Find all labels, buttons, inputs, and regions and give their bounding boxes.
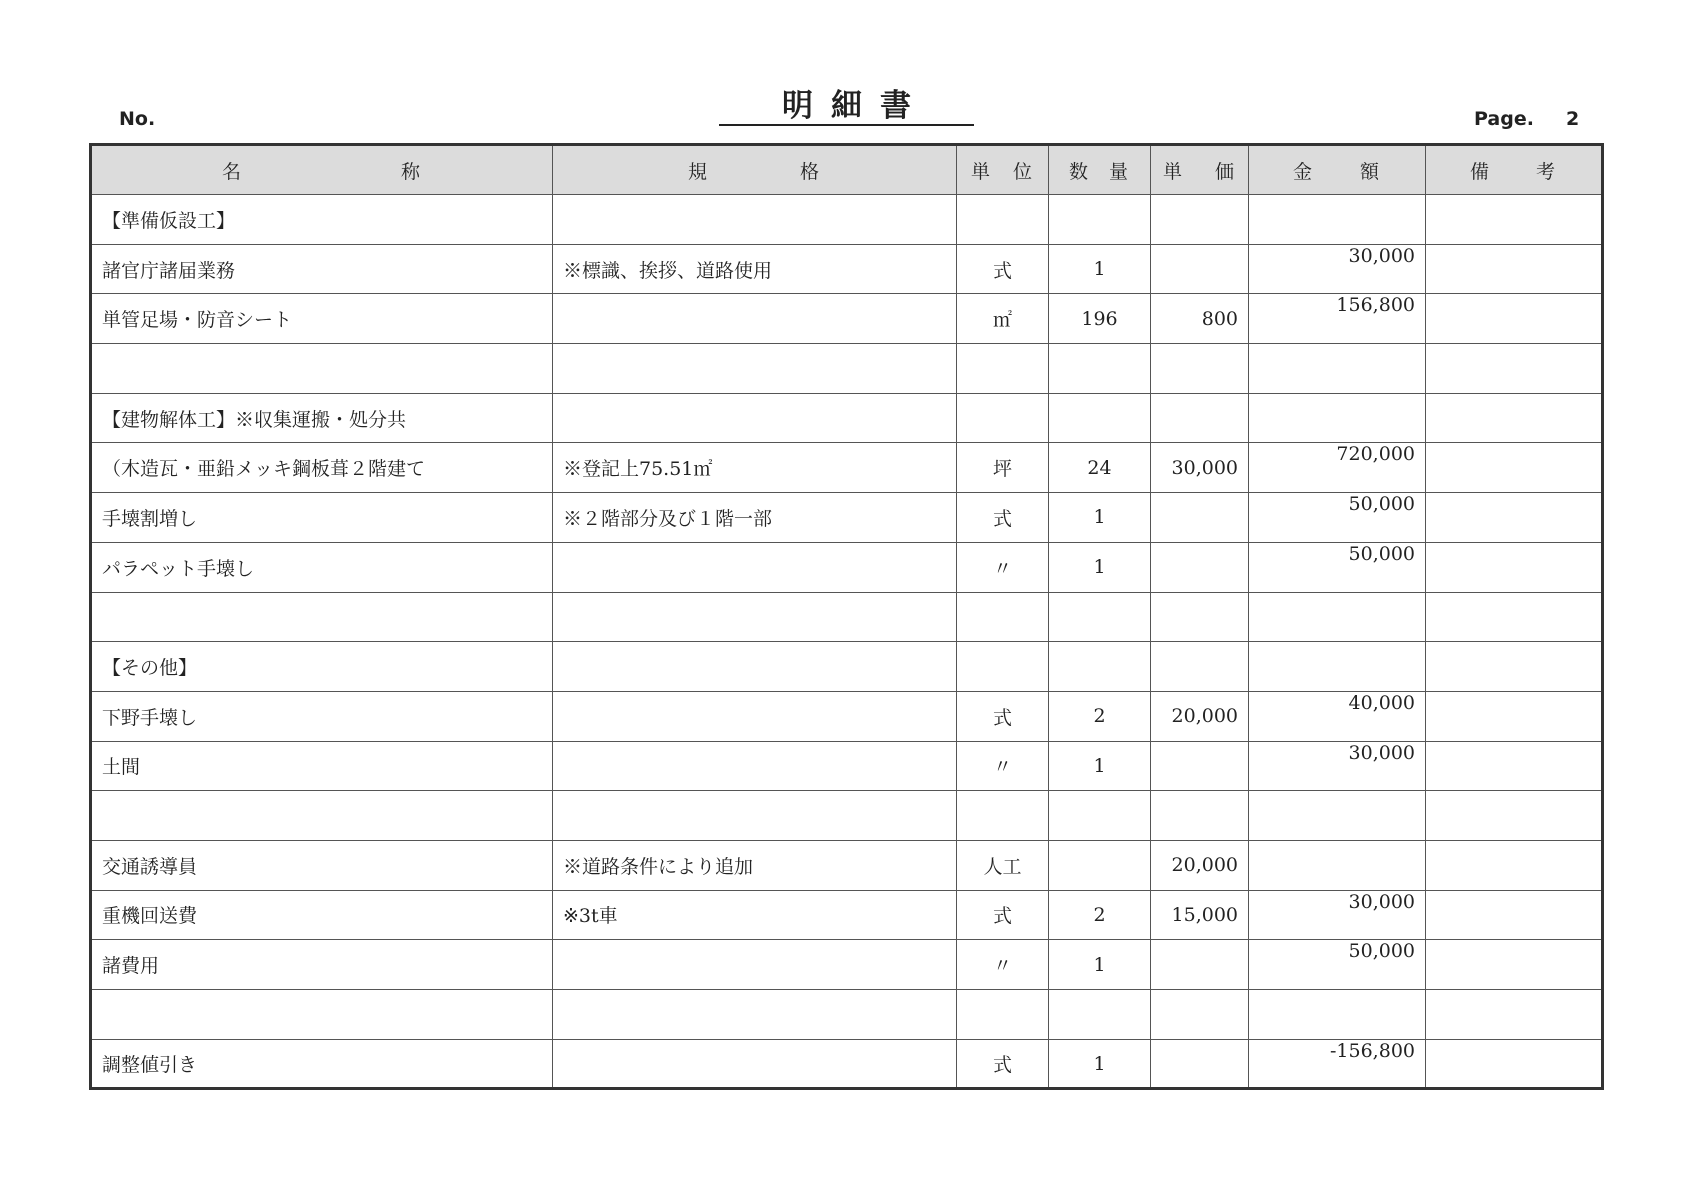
table-row bbox=[91, 1039, 1603, 1089]
cell-name: 重機回送費 bbox=[91, 890, 553, 940]
cell-remarks bbox=[1426, 691, 1603, 741]
cell-unit: 坪 bbox=[957, 443, 1049, 493]
cell-spec bbox=[553, 592, 957, 642]
cell-qty bbox=[1049, 344, 1151, 394]
cell-spec bbox=[553, 195, 957, 245]
cell-remarks bbox=[1426, 542, 1603, 592]
cell-qty: 1 bbox=[1049, 741, 1151, 791]
cell-qty bbox=[1049, 642, 1151, 692]
cell-price bbox=[1151, 542, 1249, 592]
cell-price bbox=[1151, 592, 1249, 642]
cell-unit: 〃 bbox=[957, 741, 1049, 791]
cell-name: 下野手壊し bbox=[91, 691, 553, 741]
cell-qty: 1 bbox=[1049, 542, 1151, 592]
cell-remarks bbox=[1426, 940, 1603, 990]
cell-amount bbox=[1249, 990, 1426, 1040]
cell-spec: ※標識、挨拶、道路使用 bbox=[553, 244, 957, 294]
cell-unit: 人工 bbox=[957, 840, 1049, 890]
cell-price: 15,000 bbox=[1151, 890, 1249, 940]
cell-qty bbox=[1049, 393, 1151, 443]
cell-spec bbox=[553, 1039, 957, 1089]
cell-amount: -156,800 bbox=[1249, 1039, 1426, 1089]
cell-remarks bbox=[1426, 443, 1603, 493]
cell-remarks bbox=[1426, 592, 1603, 642]
table-row bbox=[91, 443, 1603, 493]
table-row bbox=[91, 642, 1603, 692]
cell-spec: ※道路条件により追加 bbox=[553, 840, 957, 890]
cell-unit: 式 bbox=[957, 890, 1049, 940]
cell-amount: 30,000 bbox=[1249, 741, 1426, 791]
cell-price: 20,000 bbox=[1151, 840, 1249, 890]
cell-name bbox=[91, 990, 553, 1040]
cell-qty: 1 bbox=[1049, 244, 1151, 294]
page-label: Page. bbox=[1474, 108, 1534, 130]
cell-price: 30,000 bbox=[1151, 443, 1249, 493]
cell-price: 800 bbox=[1151, 294, 1249, 344]
cell-price bbox=[1151, 1039, 1249, 1089]
page-number: 2 bbox=[1566, 108, 1580, 130]
table-row bbox=[91, 592, 1603, 642]
cell-remarks bbox=[1426, 393, 1603, 443]
cell-spec bbox=[553, 393, 957, 443]
cell-unit bbox=[957, 393, 1049, 443]
column-header-amount: 金 額 bbox=[1249, 145, 1426, 195]
cell-unit: 式 bbox=[957, 244, 1049, 294]
cell-price bbox=[1151, 642, 1249, 692]
column-header-qty: 数 量 bbox=[1049, 145, 1151, 195]
cell-price bbox=[1151, 393, 1249, 443]
column-header-remarks: 備 考 bbox=[1426, 145, 1603, 195]
cell-unit bbox=[957, 642, 1049, 692]
cell-name bbox=[91, 791, 553, 841]
document-title: 明細書 bbox=[719, 88, 974, 126]
cell-amount bbox=[1249, 791, 1426, 841]
cell-price bbox=[1151, 195, 1249, 245]
table-row bbox=[91, 691, 1603, 741]
cell-qty: 1 bbox=[1049, 493, 1151, 543]
cell-unit bbox=[957, 592, 1049, 642]
column-header-spec: 規 格 bbox=[553, 145, 957, 195]
table-header-row bbox=[91, 145, 1603, 195]
cell-spec bbox=[553, 344, 957, 394]
table-row bbox=[91, 294, 1603, 344]
cell-remarks bbox=[1426, 840, 1603, 890]
cell-remarks bbox=[1426, 642, 1603, 692]
cell-price bbox=[1151, 741, 1249, 791]
cell-amount bbox=[1249, 344, 1426, 394]
cell-name: 【建物解体工】※収集運搬・処分共 bbox=[91, 393, 553, 443]
cell-name: 諸費用 bbox=[91, 940, 553, 990]
detail-table bbox=[89, 143, 1604, 1090]
cell-amount: 720,000 bbox=[1249, 443, 1426, 493]
cell-remarks bbox=[1426, 890, 1603, 940]
cell-spec: ※２階部分及び１階一部 bbox=[553, 493, 957, 543]
cell-unit: 〃 bbox=[957, 542, 1049, 592]
cell-qty: 1 bbox=[1049, 1039, 1151, 1089]
cell-qty: 2 bbox=[1049, 691, 1151, 741]
cell-price: 20,000 bbox=[1151, 691, 1249, 741]
cell-name bbox=[91, 344, 553, 394]
cell-qty bbox=[1049, 840, 1151, 890]
cell-name: 【準備仮設工】 bbox=[91, 195, 553, 245]
cell-name: 手壊割増し bbox=[91, 493, 553, 543]
cell-qty bbox=[1049, 990, 1151, 1040]
cell-amount bbox=[1249, 393, 1426, 443]
cell-remarks bbox=[1426, 493, 1603, 543]
table-row bbox=[91, 990, 1603, 1040]
table-row bbox=[91, 791, 1603, 841]
cell-amount: 40,000 bbox=[1249, 691, 1426, 741]
cell-price bbox=[1151, 791, 1249, 841]
cell-name bbox=[91, 592, 553, 642]
cell-remarks bbox=[1426, 791, 1603, 841]
cell-name: 土間 bbox=[91, 741, 553, 791]
cell-amount bbox=[1249, 840, 1426, 890]
cell-amount bbox=[1249, 642, 1426, 692]
cell-spec: ※登記上75.51㎡ bbox=[553, 443, 957, 493]
cell-qty: 196 bbox=[1049, 294, 1151, 344]
cell-unit: 〃 bbox=[957, 940, 1049, 990]
cell-spec bbox=[553, 542, 957, 592]
cell-amount: 50,000 bbox=[1249, 542, 1426, 592]
cell-qty: 2 bbox=[1049, 890, 1151, 940]
cell-remarks bbox=[1426, 294, 1603, 344]
cell-unit: 式 bbox=[957, 691, 1049, 741]
cell-remarks bbox=[1426, 195, 1603, 245]
cell-unit: 式 bbox=[957, 493, 1049, 543]
table-row bbox=[91, 344, 1603, 394]
cell-name: 交通誘導員 bbox=[91, 840, 553, 890]
cell-spec bbox=[553, 940, 957, 990]
cell-price bbox=[1151, 990, 1249, 1040]
cell-price bbox=[1151, 493, 1249, 543]
table-row bbox=[91, 493, 1603, 543]
cell-remarks bbox=[1426, 1039, 1603, 1089]
cell-spec bbox=[553, 791, 957, 841]
cell-amount: 156,800 bbox=[1249, 294, 1426, 344]
cell-amount: 30,000 bbox=[1249, 244, 1426, 294]
table-row bbox=[91, 940, 1603, 990]
table-row bbox=[91, 890, 1603, 940]
cell-unit: ㎡ bbox=[957, 294, 1049, 344]
column-header-price: 単 価 bbox=[1151, 145, 1249, 195]
cell-qty bbox=[1049, 791, 1151, 841]
table-row bbox=[91, 244, 1603, 294]
cell-spec bbox=[553, 691, 957, 741]
cell-price bbox=[1151, 344, 1249, 394]
cell-name: 【その他】 bbox=[91, 642, 553, 692]
cell-qty: 24 bbox=[1049, 443, 1151, 493]
table-row bbox=[91, 542, 1603, 592]
cell-remarks bbox=[1426, 741, 1603, 791]
cell-spec: ※3t車 bbox=[553, 890, 957, 940]
table-row bbox=[91, 741, 1603, 791]
cell-amount: 50,000 bbox=[1249, 940, 1426, 990]
cell-name: パラペット手壊し bbox=[91, 542, 553, 592]
cell-name: 単管足場・防音シート bbox=[91, 294, 553, 344]
cell-unit bbox=[957, 791, 1049, 841]
document-number-label: No. bbox=[119, 108, 156, 130]
cell-qty: 1 bbox=[1049, 940, 1151, 990]
cell-name: （木造瓦・亜鉛メッキ鋼板葺２階建て bbox=[91, 443, 553, 493]
cell-unit bbox=[957, 344, 1049, 394]
cell-qty bbox=[1049, 592, 1151, 642]
cell-name: 諸官庁諸届業務 bbox=[91, 244, 553, 294]
cell-remarks bbox=[1426, 244, 1603, 294]
cell-remarks bbox=[1426, 990, 1603, 1040]
cell-amount: 50,000 bbox=[1249, 493, 1426, 543]
cell-amount bbox=[1249, 195, 1426, 245]
cell-price bbox=[1151, 244, 1249, 294]
cell-spec bbox=[553, 990, 957, 1040]
column-header-name: 名 称 bbox=[91, 145, 553, 195]
cell-amount bbox=[1249, 592, 1426, 642]
cell-unit: 式 bbox=[957, 1039, 1049, 1089]
column-header-unit: 単 位 bbox=[957, 145, 1049, 195]
cell-spec bbox=[553, 294, 957, 344]
table-row bbox=[91, 393, 1603, 443]
cell-qty bbox=[1049, 195, 1151, 245]
cell-remarks bbox=[1426, 344, 1603, 394]
cell-price bbox=[1151, 940, 1249, 990]
cell-amount: 30,000 bbox=[1249, 890, 1426, 940]
cell-unit bbox=[957, 990, 1049, 1040]
cell-unit bbox=[957, 195, 1049, 245]
cell-name: 調整値引き bbox=[91, 1039, 553, 1089]
table-row bbox=[91, 195, 1603, 245]
table-row bbox=[91, 840, 1603, 890]
cell-spec bbox=[553, 642, 957, 692]
cell-spec bbox=[553, 741, 957, 791]
